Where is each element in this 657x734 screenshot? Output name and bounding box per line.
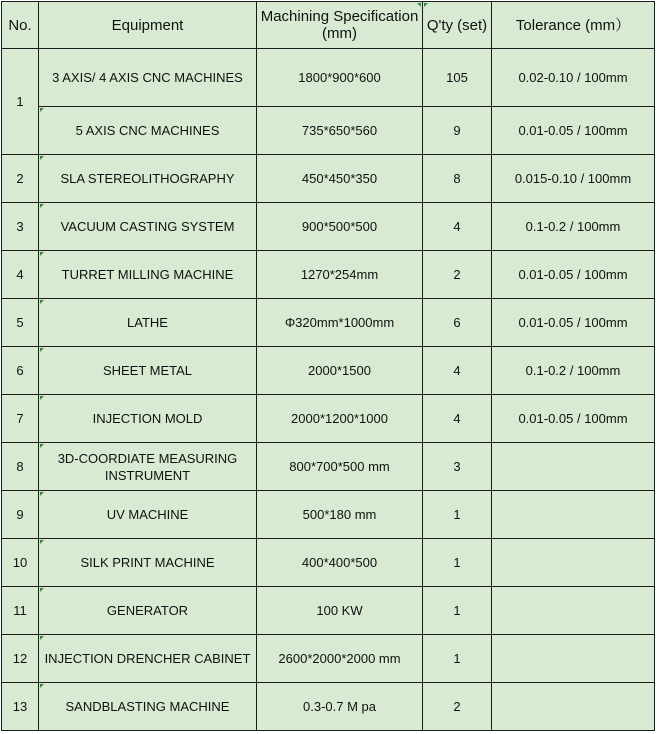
cell-tolerance xyxy=(492,683,655,731)
header-row xyxy=(2,2,655,49)
cell-no: 1 xyxy=(2,49,39,155)
cell-qty: 2 xyxy=(423,251,492,299)
table-row xyxy=(2,203,655,251)
cell-no: 12 xyxy=(2,635,39,683)
cell-spec: 2000*1200*1000 xyxy=(257,395,423,443)
cell-equipment: UV MACHINE xyxy=(39,491,257,539)
cell-spec: 400*400*500 xyxy=(257,539,423,587)
cell-no: 8 xyxy=(2,443,39,491)
cell-tolerance: 0.015-0.10 / 100mm xyxy=(492,155,655,203)
cell-tolerance xyxy=(492,443,655,491)
cell-equipment: TURRET MILLING MACHINE xyxy=(39,251,257,299)
cell-spec: 1800*900*600 xyxy=(257,49,423,107)
cell-no: 4 xyxy=(2,251,39,299)
cell-equipment: INJECTION DRENCHER CABINET xyxy=(39,635,257,683)
cell-equipment: SLA STEREOLITHOGRAPHY xyxy=(39,155,257,203)
cell-no: 7 xyxy=(2,395,39,443)
cell-no: 11 xyxy=(2,587,39,635)
header-tolerance: Tolerance (mm） xyxy=(492,2,655,49)
cell-equipment: VACUUM CASTING SYSTEM xyxy=(39,203,257,251)
cell-qty: 1 xyxy=(423,587,492,635)
table-row xyxy=(2,587,655,635)
cell-no: 2 xyxy=(2,155,39,203)
table-row xyxy=(2,683,655,731)
cell-equipment: GENERATOR xyxy=(39,587,257,635)
cell-equipment: LATHE xyxy=(39,299,257,347)
cell-qty: 2 xyxy=(423,683,492,731)
cell-spec: Φ320mm*1000mm xyxy=(257,299,423,347)
cell-qty: 3 xyxy=(423,443,492,491)
header-equipment: Equipment xyxy=(39,2,257,49)
cell-spec: 450*450*350 xyxy=(257,155,423,203)
cell-equipment: SANDBLASTING MACHINE xyxy=(39,683,257,731)
cell-spec: 735*650*560 xyxy=(257,107,423,155)
cell-no: 9 xyxy=(2,491,39,539)
table-row xyxy=(2,635,655,683)
table-row xyxy=(2,395,655,443)
cell-tolerance: 0.01-0.05 / 100mm xyxy=(492,107,655,155)
cell-qty: 1 xyxy=(423,635,492,683)
cell-tolerance: 0.02-0.10 / 100mm xyxy=(492,49,655,107)
cell-equipment: SILK PRINT MACHINE xyxy=(39,539,257,587)
equipment-table xyxy=(1,1,655,731)
cell-equipment: 3 AXIS/ 4 AXIS CNC MACHINES xyxy=(39,49,257,107)
cell-qty: 1 xyxy=(423,491,492,539)
cell-no: 13 xyxy=(2,683,39,731)
cell-tolerance xyxy=(492,539,655,587)
cell-tolerance: 0.01-0.05 / 100mm xyxy=(492,299,655,347)
cell-no: 3 xyxy=(2,203,39,251)
table-row xyxy=(2,107,655,155)
cell-qty: 4 xyxy=(423,395,492,443)
header-qty: Q'ty (set) xyxy=(423,2,492,49)
cell-equipment: 5 AXIS CNC MACHINES xyxy=(39,107,257,155)
cell-tolerance: 0.1-0.2 / 100mm xyxy=(492,347,655,395)
cell-equipment: INJECTION MOLD xyxy=(39,395,257,443)
cell-no: 5 xyxy=(2,299,39,347)
table-row xyxy=(2,347,655,395)
cell-spec: 2600*2000*2000 mm xyxy=(257,635,423,683)
table-row xyxy=(2,251,655,299)
cell-equipment: 3D-COORDIATE MEASURING INSTRUMENT xyxy=(39,443,257,491)
cell-no: 10 xyxy=(2,539,39,587)
table-row xyxy=(2,491,655,539)
cell-qty: 4 xyxy=(423,203,492,251)
table-row xyxy=(2,443,655,491)
cell-spec: 1270*254mm xyxy=(257,251,423,299)
cell-spec: 100 KW xyxy=(257,587,423,635)
cell-spec: 0.3-0.7 M pa xyxy=(257,683,423,731)
cell-tolerance xyxy=(492,491,655,539)
cell-qty: 6 xyxy=(423,299,492,347)
cell-qty: 1 xyxy=(423,539,492,587)
cell-spec: 2000*1500 xyxy=(257,347,423,395)
cell-qty: 4 xyxy=(423,347,492,395)
cell-tolerance: 0.01-0.05 / 100mm xyxy=(492,251,655,299)
cell-qty: 105 xyxy=(423,49,492,107)
table-row xyxy=(2,539,655,587)
cell-spec: 500*180 mm xyxy=(257,491,423,539)
cell-equipment: SHEET METAL xyxy=(39,347,257,395)
cell-no: 6 xyxy=(2,347,39,395)
cell-spec: 800*700*500 mm xyxy=(257,443,423,491)
cell-qty: 8 xyxy=(423,155,492,203)
cell-tolerance xyxy=(492,635,655,683)
header-spec: Machining Specification (mm) xyxy=(257,2,423,49)
table-row xyxy=(2,49,655,107)
table-row xyxy=(2,299,655,347)
cell-tolerance xyxy=(492,587,655,635)
cell-spec: 900*500*500 xyxy=(257,203,423,251)
table-row xyxy=(2,155,655,203)
cell-tolerance: 0.01-0.05 / 100mm xyxy=(492,395,655,443)
cell-qty: 9 xyxy=(423,107,492,155)
header-no: No. xyxy=(2,2,39,49)
cell-tolerance: 0.1-0.2 / 100mm xyxy=(492,203,655,251)
